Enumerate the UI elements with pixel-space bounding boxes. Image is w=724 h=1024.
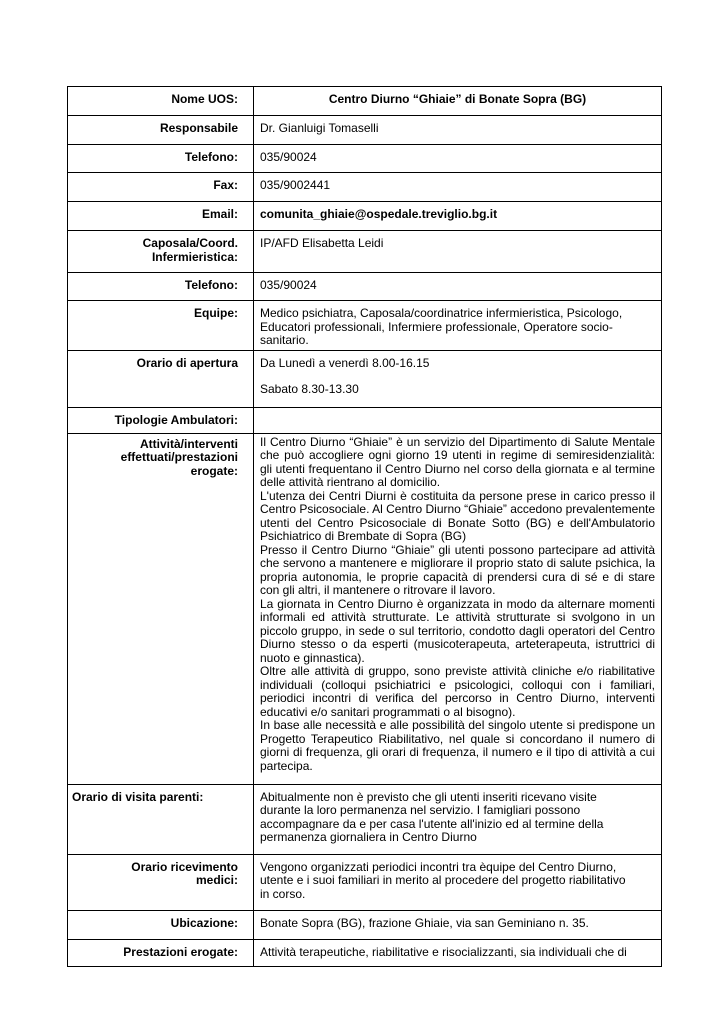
email-value[interactable]: comunita_ghiaie@ospedale.treviglio.bg.it — [254, 202, 662, 231]
fax-value: 035/9002441 — [254, 173, 662, 202]
responsabile-value: Dr. Gianluigi Tomaselli — [254, 116, 662, 145]
row-telefono-2 — [68, 273, 662, 301]
row-email — [68, 202, 662, 231]
attivita-paragraph: L'utenza dei Centri Diurni è costituita da persone prese in carico presso il Centro Psicosociale. Al Centro Diurno “Ghiaie” accedono prevalentemente utenti del Centro Psicosociale di Bonate Sotto (BG) e dell'Ambulatorio Psichiatrico di Brembate di Sopra (BG) — [260, 488, 655, 543]
attivita-value — [254, 433, 662, 784]
row-orario-medici — [68, 854, 662, 910]
attivita-paragraph: Presso il Centro Diurno “Ghiaie” gli utenti possono partecipare ad attività che servono a mantenere e migliorare il proprio stato di salute psichica, la propria autonomia, le proprie capacità di prendersi cura di sé e di stare con gli altri, il mantenere o ritrovare il lavoro. — [260, 542, 655, 597]
attivita-label: Attività/interventi effettuati/prestazioni erogate: — [68, 433, 254, 784]
orario-medici-label: Orario ricevimento medici: — [68, 854, 254, 910]
caposala-value: IP/AFD Elisabetta Leidi — [254, 231, 662, 273]
responsabile-label: Responsabile — [68, 116, 254, 145]
telefono-value: 035/90024 — [254, 145, 662, 173]
prestazioni-label: Prestazioni erogate: — [68, 939, 254, 966]
attivita-paragraph: Il Centro Diurno “Ghiaie” è un servizio del Dipartimento di Salute Mentale che può accogliere ogni giorno 19 utenti in regime di semiresidenzialità: gli utenti frequentano il Centro Diurno nel corso della giornata e al termine delle attività rientrano al domicilio. — [260, 434, 655, 489]
attivita-paragraph: La giornata in Centro Diurno è organizzata in modo da alternare momenti informali ed attività strutturate. Le attività strutturate si svolgono in un piccolo gruppo, in sede o sul territorio, condotto dagli operatori del Centro Diurno stesso o da esperti (musicoterapeuta, arteterapeuta, istruttrici di nuoto e ginnastica). — [260, 596, 655, 665]
attivita-paragraph: In base alle necessità e alle possibilità del singolo utente si predispone un Progetto Terapeutico Riabilitativo, nel quale si concordano il numero di giorni di frequenza, gli orari di frequenza, il numero e il tipo di attività a cui partecipa. — [260, 718, 655, 773]
nome-uos-value: Centro Diurno “Ghiaie” di Bonate Sopra (BG) — [254, 87, 662, 116]
ubicazione-label: Ubicazione: — [68, 910, 254, 939]
telefono-2-value: 035/90024 — [254, 273, 662, 301]
tipologie-value — [254, 407, 662, 433]
row-orario-apertura — [68, 350, 662, 407]
prestazioni-value: Attività terapeutiche, riabilitative e risocializzanti, sia individuali che di — [254, 939, 662, 966]
attivita-paragraph: Oltre alle attività di gruppo, sono previste attività cliniche e/o riabilitative individuali (colloqui psichiatrici e psicologici, colloqui con i familiari, periodici incontri di verifica del percorso in Centro Diurno, interventi educativi e/o sanitari programmati o al bisogno). — [260, 664, 655, 719]
nome-uos-label: Nome UOS: — [68, 87, 254, 116]
row-responsabile — [68, 116, 662, 145]
info-table — [67, 86, 662, 967]
orario-apertura-value — [254, 350, 662, 407]
orario-apertura-saturday: Sabato 8.30-13.30 — [260, 382, 359, 396]
row-fax — [68, 173, 662, 202]
ubicazione-value: Bonate Sopra (BG), frazione Ghiaie, via san Geminiano n. 35. — [254, 910, 662, 939]
row-tipologie — [68, 407, 662, 433]
row-orario-visita — [68, 784, 662, 854]
orario-medici-value: Vengono organizzati periodici incontri tra èquipe del Centro Diurno, utente e i suoi familiari in merito al procedere del progetto riabilitativo in corso. — [254, 854, 662, 910]
row-nome-uos — [68, 87, 662, 116]
tipologie-label: Tipologie Ambulatori: — [68, 407, 254, 433]
telefono-2-label: Telefono: — [68, 273, 254, 301]
row-telefono — [68, 145, 662, 173]
email-label: Email: — [68, 202, 254, 231]
row-prestazioni — [68, 939, 662, 966]
orario-apertura-weekdays: Da Lunedì a venerdì 8.00-16.15 — [260, 355, 430, 370]
equipe-label: Equipe: — [68, 301, 254, 351]
orario-visita-label: Orario di visita parenti: — [68, 784, 254, 854]
row-caposala — [68, 231, 662, 273]
row-ubicazione — [68, 910, 662, 939]
telefono-label: Telefono: — [68, 145, 254, 173]
row-equipe — [68, 301, 662, 351]
caposala-label: Caposala/Coord. Infermieristica: — [68, 231, 254, 273]
orario-apertura-label: Orario di apertura — [68, 350, 254, 407]
row-attivita — [68, 433, 662, 784]
equipe-value: Medico psichiatra, Caposala/coordinatrice infermieristica, Psicologo, Educatori professionali, Infermiere professionale, Operatore socio-sanitario. — [254, 301, 662, 351]
orario-visita-value: Abitualmente non è previsto che gli utenti inseriti ricevano visite durante la loro permanenza nel servizio. I famigliari possono accompagnare da e per casa l'utente all'inizio ed al termine della permanenza giornaliera in Centro Diurno — [254, 784, 662, 854]
fax-label: Fax: — [68, 173, 254, 202]
